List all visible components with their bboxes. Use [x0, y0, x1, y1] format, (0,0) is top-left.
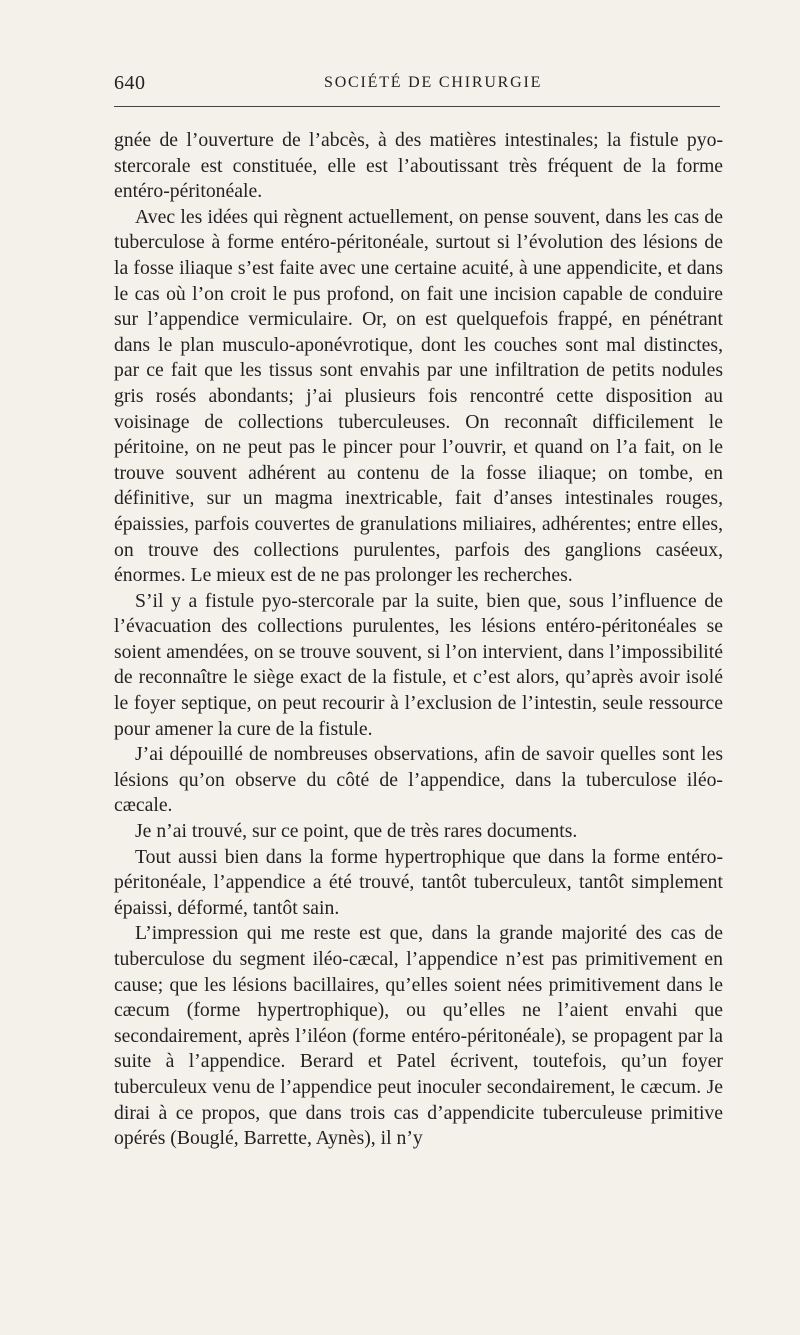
paragraph-5: Je n’ai trouvé, sur ce point, que de très rares documents.: [135, 820, 578, 843]
paragraph-1: gnée de l’ouverture de l’abcès, à des matières intestinales; la fistule pyo-stercorale est constituée, elle est l’aboutissant très fréquent de la forme entéro-péritonéale.: [114, 129, 723, 203]
page-header: [114, 72, 720, 96]
page-number: 640: [114, 72, 146, 94]
body-text: [114, 128, 723, 1152]
running-head: SOCIÉTÉ DE CHIRURGIE: [324, 74, 543, 91]
paragraph-6: Tout aussi bien dans la forme hypertrophique que dans la forme entéro-péritonéale, l’appendice a été trouvé, tantôt tuberculeux, tantôt simplement épaissi, déformé, tantôt sain.: [114, 845, 723, 919]
header-rule: [114, 106, 720, 107]
paragraph-2: Avec les idées qui règnent actuellement, on pense souvent, dans les cas de tuberculose à forme entéro-péritonéale, surtout si l’évolution des lésions de la fosse iliaque s’est faite avec une certaine acuité, à une appendicite, et dans le cas où l’on croit le pus profond, on fait une incision capable de conduire sur l’appendice vermiculaire. Or, on est quelquefois frappé, en pénétrant dans le plan musculo-aponévrotique, dont les couches sont mal distinctes, par ce fait que les tissus sont envahis par une infiltration de petits nodules gris rosés abondants; j’ai plusieurs fois rencontré cette disposition au voisinage de collections tuberculeuses. On reconnaît difficilement le péritoine, on ne peut pas le pincer pour l’ouvrir, et quand on l’a fait, on le trouve souvent adhérent au contenu de la fosse iliaque; on tombe, en définitive, sur un magma inextricable, fait d’anses intestinales rouges, épaissies, parfois couvertes de granulations miliaires, adhérentes; entre elles, on trouve des collections purulentes, parfois des ganglions caséeux, énormes. Le mieux est de ne pas prolonger les recherches.: [114, 205, 723, 587]
paragraph-7: L’impression qui me reste est que, dans la grande majorité des cas de tuberculose du segment iléo-cæcal, l’appendice n’est pas primitivement en cause; que les lésions bacillaires, qu’elles soient nées primitivement dans le cæcum (forme hypertrophique), ou qu’elles ne l’aient envahi que secondairement, après l’iléon (forme entéro-péritonéale), se propagent par la suite à l’appendice. Berard et Patel écrivent, toutefois, qu’un foyer tuberculeux venu de l’appendice peut inoculer secondairement, le cæcum. Je dirai à ce propos, que dans trois cas d’appendicite tuberculeuse primitive opérés (Bouglé, Barrette, Aynès), il n’y: [114, 922, 723, 1150]
paragraph-3: S’il y a fistule pyo-stercorale par la suite, bien que, sous l’influence de l’évacuation des collections purulentes, les lésions entéro-péritonéales se soient amendées, on se trouve souvent, si l’on intervient, dans l’impossibilité de reconnaître le siège exact de la fistule, et c’est alors, qu’après avoir isolé le foyer septique, on peut recourir à l’exclusion de l’intestin, seule ressource pour amener la cure de la fistule.: [114, 589, 723, 740]
paragraph-4: J’ai dépouillé de nombreuses observations, afin de savoir quelles sont les lésions qu’on observe du côté de l’appendice, dans la tuberculose iléo-cæcale.: [114, 743, 723, 817]
